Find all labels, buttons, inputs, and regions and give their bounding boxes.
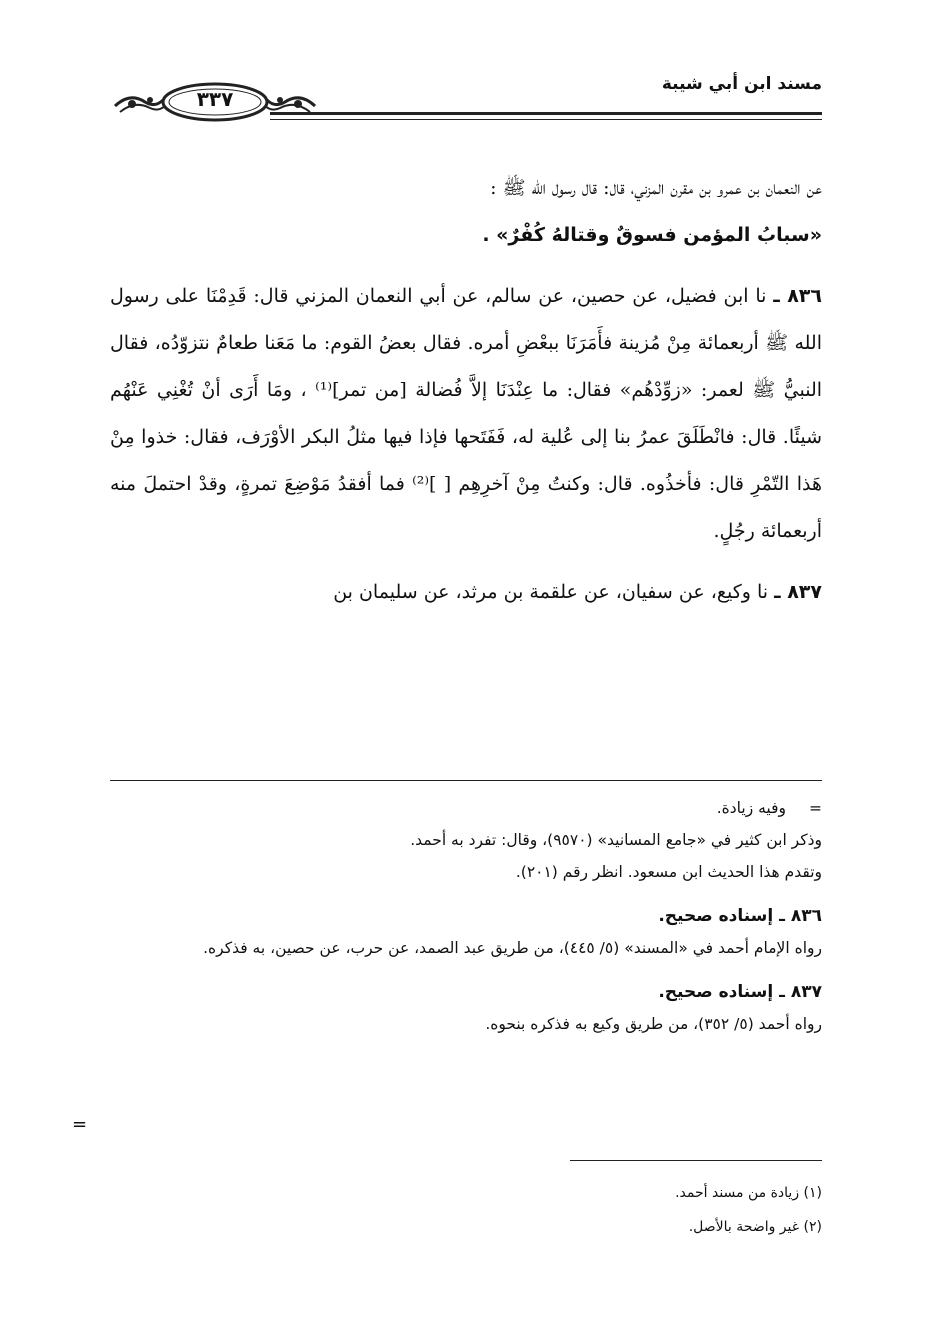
hadith-836: [110, 273, 822, 555]
footnote-separator: [570, 1160, 822, 1161]
note-text: رواه الإمام أحمد في «المسند» (٥/ ٤٤٥)، من طريق عبد الصمد، عن حرب، عن حصين، به فذكره.: [203, 939, 822, 957]
main-text: [110, 165, 822, 616]
header-rule-thin: [270, 119, 822, 120]
notes-separator: [110, 780, 822, 781]
note-heading: ٨٣٧ ـ إسناده صحيح.: [658, 982, 822, 1002]
note-heading: ٨٣٦ ـ إسناده صحيح.: [658, 906, 822, 926]
note-line: وذكر ابن كثير في «جامع المسانيد» (٩٥٧٠)، وقال: تفرد به أحمد.: [410, 831, 822, 849]
page-number: ٣٣٧: [196, 87, 234, 111]
book-title: مسند ابن أبي شيبة: [661, 74, 822, 94]
hadith-text: نا وكيع، عن سفيان، عن علقمة بن مرثد، عن سليمان بن: [333, 581, 769, 603]
footnote: (٢) غير واضحة بالأصل.: [688, 1219, 822, 1235]
note-line: = وفيه زيادة.: [110, 792, 822, 824]
hadith-837: [110, 569, 822, 616]
note-line: وتقدم هذا الحديث ابن مسعود. انظر رقم (٢٠١).: [515, 863, 822, 881]
hadith-number: ٨٣٧ ـ: [774, 581, 822, 603]
footnotes: [675, 1176, 822, 1244]
text-line: عن النعمان بن عمرو بن مقرن المزني، قال: قال رسول الله ﷺ :: [490, 177, 822, 199]
hadith-number: ٨٣٦ ـ: [773, 285, 822, 307]
continuation-marker-left: =: [72, 1114, 88, 1135]
continuation-marker: =: [809, 799, 822, 817]
footnote: (١) زيادة من مسند أحمد.: [675, 1185, 822, 1201]
notes-section: [110, 792, 822, 1040]
header-rule: [270, 112, 822, 115]
hadith-text: نا ابن فضيل، عن حصين، عن سالم، عن أبي النعمان المزني قال: قَدِمْنَا على رسول الله ﷺ أربعمائة مِنْ مُزينة فأَمَرَنَا ببعْضِ أمره. فقال بعضُ القوم: ما مَعَنا طعامٌ نتزوّدُه، فقال النبيُّ ﷺ لعمر: «زوِّدْهُم» فقال: ما عِنْدَنَا إلاَّ فُضالة [من تمر]⁽¹⁾ ، ومَا أَرَى أنْ تُغْنِي عَنْهُم شيئًا. قال: فانْطَلَقَ عمرُ بنا إلى عُلية له، فَفَتَحها فإذا فيها مثلُ البكر الأوْرَف، فقال: خذوا مِنْ هَذا التّمْرِ قال: فأخذُوه. قال: وكنتُ مِنْ آخرِهِم [ ]⁽²⁾ فما أفقدُ مَوْضِعَ تمرةٍ، وقدْ احتملَ منه أربعمائة رجُلٍ.: [110, 285, 823, 542]
hadith-quote: «سبابُ المؤمن فسوقٌ وقتالهُ كُفْرٌ» .: [482, 224, 822, 246]
note-text: رواه أحمد (٥/ ٣٥٢)، من طريق وكيع به فذكره بنحوه.: [485, 1015, 822, 1033]
